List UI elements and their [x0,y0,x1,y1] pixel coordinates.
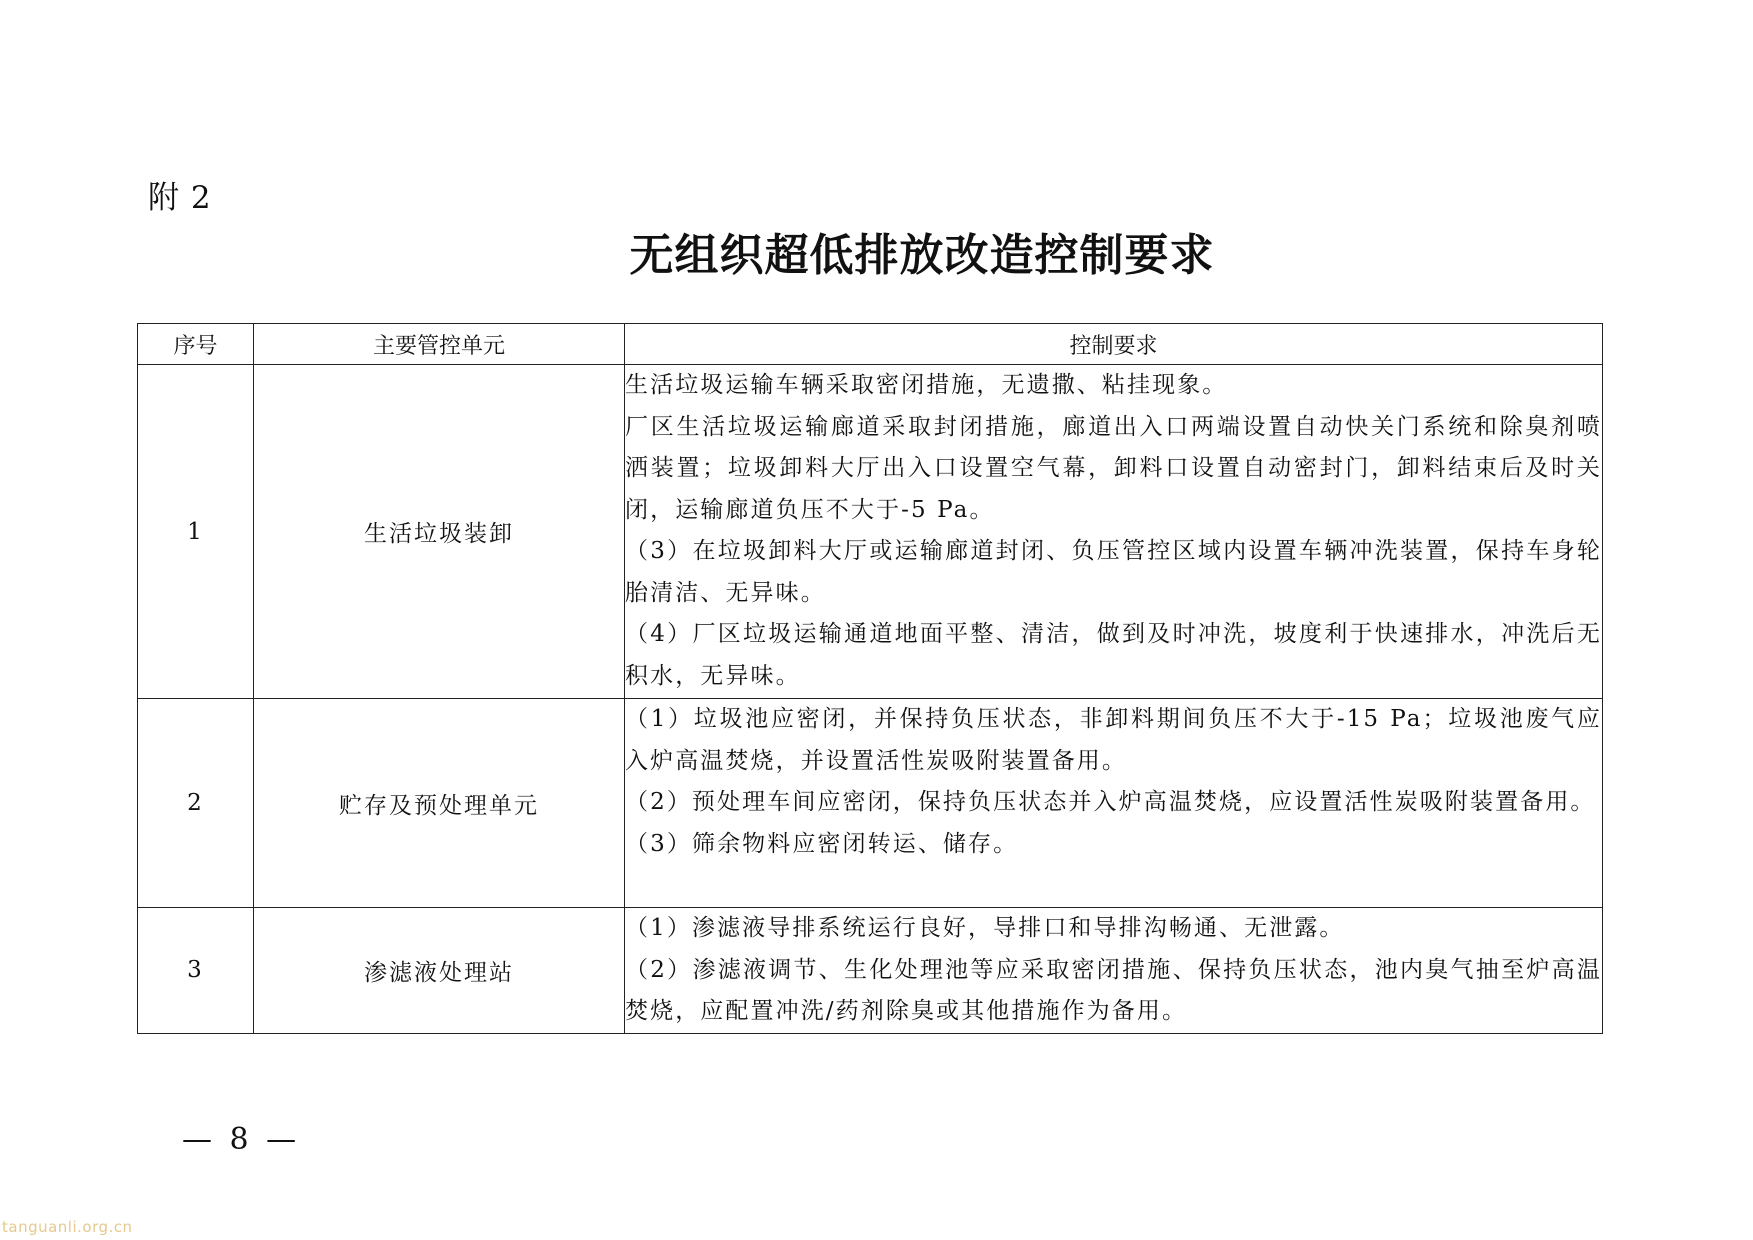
requirement-item: （2）渗滤液调节、生化处理池等应采取密闭措施、保持负压状态，池内臭气抽至炉高温焚烧，应配置冲洗/药剂除臭或其他措施作为备用。 [625,956,1602,1024]
control-requirements-table [137,323,1603,1034]
table-row [138,908,1603,1034]
table-row [138,699,1603,908]
header-serial-number: 序号 [138,324,254,365]
row-number: 2 [138,699,254,908]
row-number: 3 [138,908,254,1034]
control-unit-name: 渗滤液处理站 [254,908,625,1034]
requirements-cell [625,699,1603,908]
header-control-unit: 主要管控单元 [254,324,625,365]
table-row [138,365,1603,699]
requirement-item: （1）渗滤液导排系统运行良好，导排口和导排沟畅通、无泄露。 [625,915,1345,941]
requirement-item: （2）预处理车间应密闭，保持负压状态并入炉高温焚烧，应设置活性炭吸附装置备用。 [625,789,1596,815]
header-control-requirements: 控制要求 [625,324,1603,365]
annex-label: 附 2 [148,180,212,216]
requirement-item: （1）垃圾池应密闭，并保持负压状态，非卸料期间负压不大于-15 Pa；垃圾池废气应入炉高温焚烧，并设置活性炭吸附装置备用。 [625,706,1602,774]
requirement-item: 厂区生活垃圾运输廊道采取封闭措施，廊道出入口两端设置自动快关门系统和除臭剂喷洒装置；垃圾卸料大厅出入口设置空气幕，卸料口设置自动密封门，卸料结束后及时关闭，运输廊道负压不大于-5 Pa。 [625,413,1602,523]
page-number-footer: — 8 — [182,1122,301,1157]
row-number: 1 [138,365,254,699]
requirement-item: 生活垃圾运输车辆采取密闭措施，无遗撒、粘挂现象。 [625,372,1228,398]
requirements-cell [625,908,1603,1034]
requirement-item: （3）筛余物料应密闭转运、储存。 [625,830,1019,857]
requirements-cell [625,365,1603,699]
requirement-item: （3）在垃圾卸料大厅或运输廊道封闭、负压管控区域内设置车辆冲洗装置，保持车身轮胎清洁、无异味。 [625,538,1602,606]
control-unit-name: 贮存及预处理单元 [254,699,625,908]
control-unit-name: 生活垃圾装卸 [254,365,625,699]
requirement-item: （4）厂区垃圾运输通道地面平整、清洁，做到及时冲洗，坡度利于快速排水，冲洗后无积水，无异味。 [625,621,1602,689]
table-header-row [138,324,1603,365]
document-title: 无组织超低排放改造控制要求 [629,230,1215,281]
site-watermark: tanguanli.org.cn [2,1218,133,1236]
